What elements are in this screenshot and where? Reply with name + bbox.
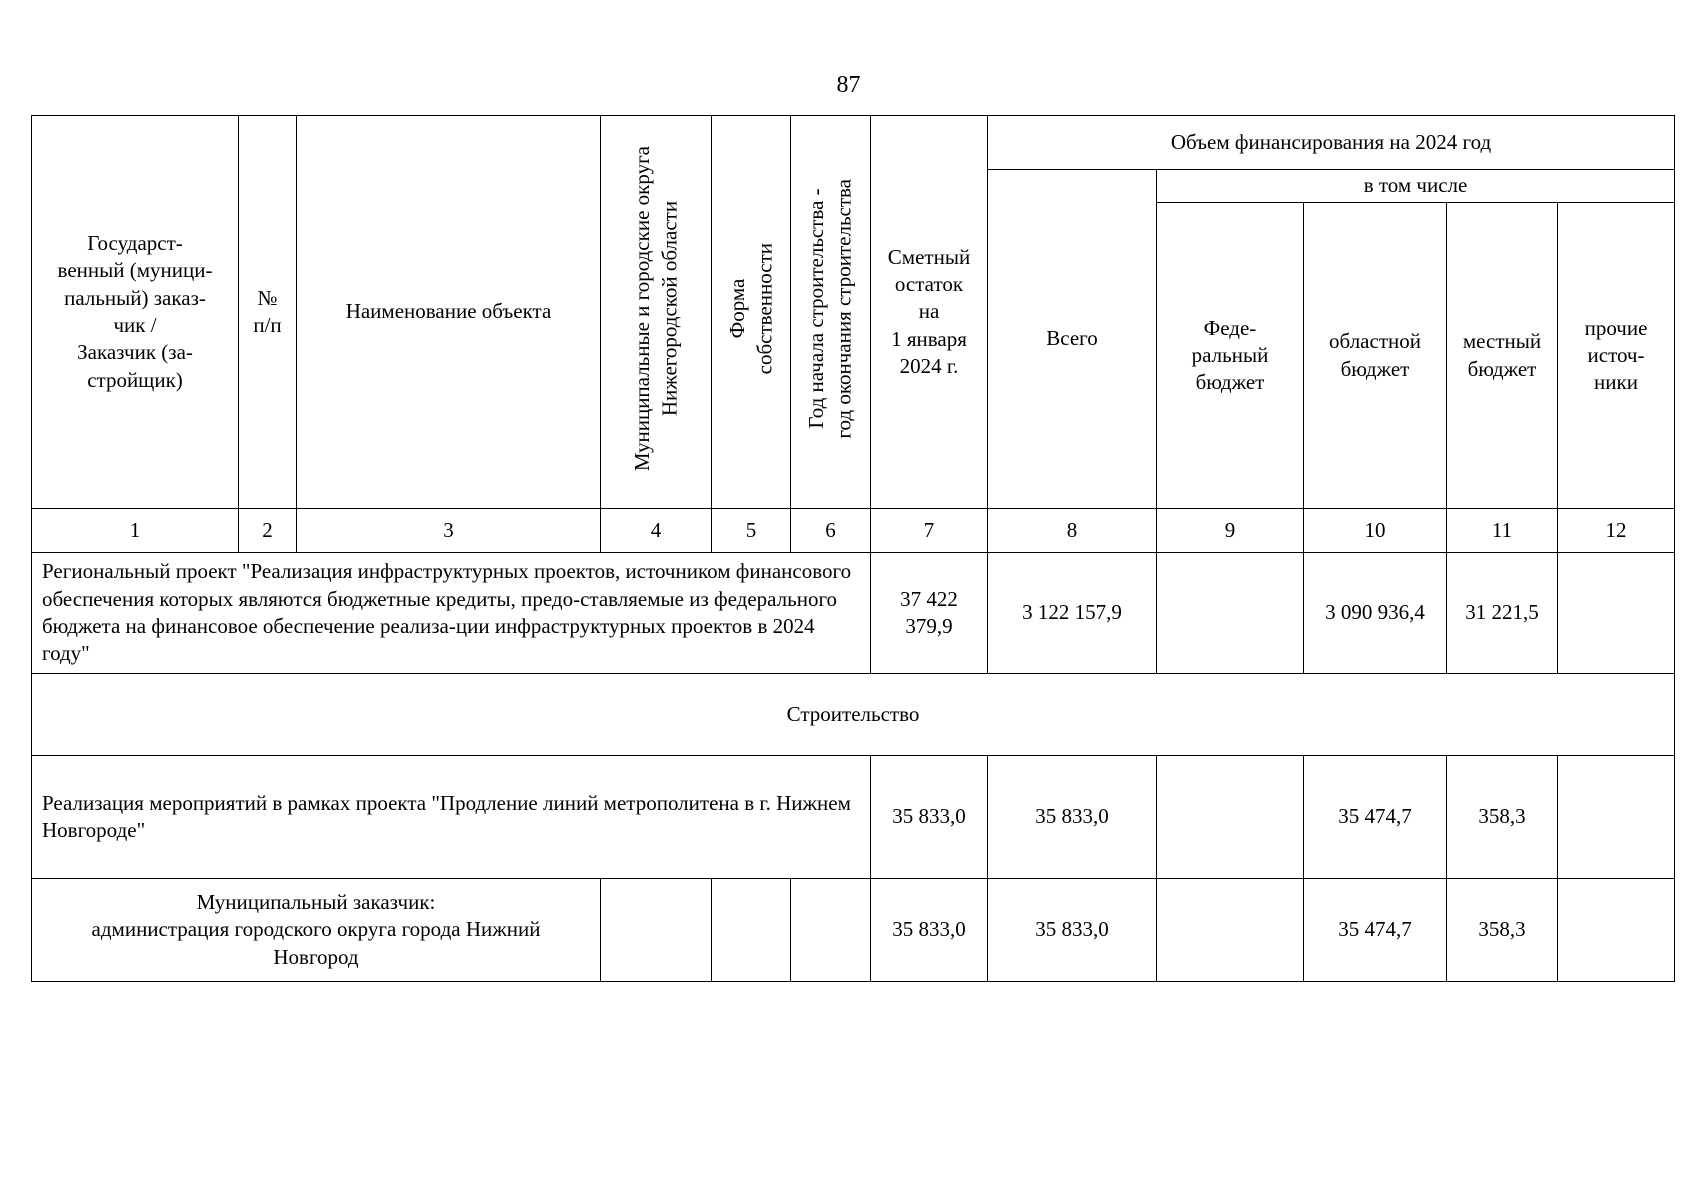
column-number: 10 bbox=[1304, 509, 1447, 553]
regional-project-name: Региональный проект "Реализация инфраструктурных проектов, источником финансового обеспечения которых являются бюджетные кредиты, предо-ставляемые из федерального бюджета на финансовое обеспечение реализа-ции инфраструктурных проектов в 2024 году" bbox=[32, 553, 871, 674]
metro-estimate: 35 833,0 bbox=[871, 756, 988, 879]
header-years-cell bbox=[791, 116, 871, 509]
metro-regional: 35 474,7 bbox=[1304, 756, 1447, 879]
column-number: 12 bbox=[1558, 509, 1675, 553]
header-number: № п/п bbox=[239, 116, 297, 509]
header-districts: Муниципальные и городские округа Нижегородской области bbox=[629, 145, 681, 471]
municipal-customer-other bbox=[1558, 879, 1675, 982]
regional-project-federal bbox=[1157, 553, 1304, 674]
municipal-customer-districts bbox=[601, 879, 712, 982]
metro-local: 358,3 bbox=[1447, 756, 1558, 879]
header-object-name: Наименование объекта bbox=[297, 116, 601, 509]
column-number: 6 bbox=[791, 509, 871, 553]
regional-project-regional: 3 090 936,4 bbox=[1304, 553, 1447, 674]
municipal-customer-total: 35 833,0 bbox=[988, 879, 1157, 982]
header-total: Всего bbox=[988, 170, 1157, 509]
municipal-customer-name: Муниципальный заказчик: администрация городского округа города Нижний Новгород bbox=[32, 879, 601, 982]
section-row bbox=[32, 674, 1675, 756]
column-number: 7 bbox=[871, 509, 988, 553]
header-districts-cell bbox=[601, 116, 712, 509]
municipal-customer-local: 358,3 bbox=[1447, 879, 1558, 982]
header-estimate: Сметный остаток на 1 января 2024 г. bbox=[871, 116, 988, 509]
municipal-customer-estimate: 35 833,0 bbox=[871, 879, 988, 982]
column-number: 2 bbox=[239, 509, 297, 553]
metro-project-name: Реализация мероприятий в рамках проекта "Продление линий метрополитена в г. Нижнем Новгороде" bbox=[32, 756, 871, 879]
regional-project-estimate: 37 422 379,9 bbox=[871, 553, 988, 674]
table-row bbox=[32, 879, 1675, 982]
table-row bbox=[32, 553, 1675, 674]
financing-table bbox=[31, 115, 1675, 982]
regional-project-local: 31 221,5 bbox=[1447, 553, 1558, 674]
metro-other bbox=[1558, 756, 1675, 879]
section-title: Строительство bbox=[32, 674, 1675, 756]
regional-project-total: 3 122 157,9 bbox=[988, 553, 1157, 674]
column-number: 5 bbox=[712, 509, 791, 553]
column-number: 4 bbox=[601, 509, 712, 553]
page-number: 87 bbox=[836, 72, 861, 98]
municipal-customer-regional: 35 474,7 bbox=[1304, 879, 1447, 982]
header-years: Год начала строительства - год окончания строительства bbox=[804, 178, 856, 439]
column-number: 11 bbox=[1447, 509, 1558, 553]
header-federal: Феде- ральный бюджет bbox=[1157, 203, 1304, 509]
header-local: местный бюджет bbox=[1447, 203, 1558, 509]
header-ownership: Форма собственности bbox=[724, 242, 776, 375]
metro-federal bbox=[1157, 756, 1304, 879]
municipal-customer-ownership bbox=[712, 879, 791, 982]
column-number: 9 bbox=[1157, 509, 1304, 553]
column-number: 8 bbox=[988, 509, 1157, 553]
header-ownership-cell bbox=[712, 116, 791, 509]
table-row bbox=[32, 756, 1675, 879]
metro-total: 35 833,0 bbox=[988, 756, 1157, 879]
municipal-customer-federal bbox=[1157, 879, 1304, 982]
column-number: 1 bbox=[32, 509, 239, 553]
header-other: прочие источ- ники bbox=[1558, 203, 1675, 509]
header-customer: Государст- венный (муници- пальный) заказ- чик / Заказчик (за- стройщик) bbox=[32, 116, 239, 509]
municipal-customer-years bbox=[791, 879, 871, 982]
column-number: 3 bbox=[297, 509, 601, 553]
regional-project-other bbox=[1558, 553, 1675, 674]
header-regional: областной бюджет bbox=[1304, 203, 1447, 509]
header-including: в том числе bbox=[1157, 170, 1675, 203]
header-funding: Объем финансирования на 2024 год bbox=[988, 116, 1675, 170]
